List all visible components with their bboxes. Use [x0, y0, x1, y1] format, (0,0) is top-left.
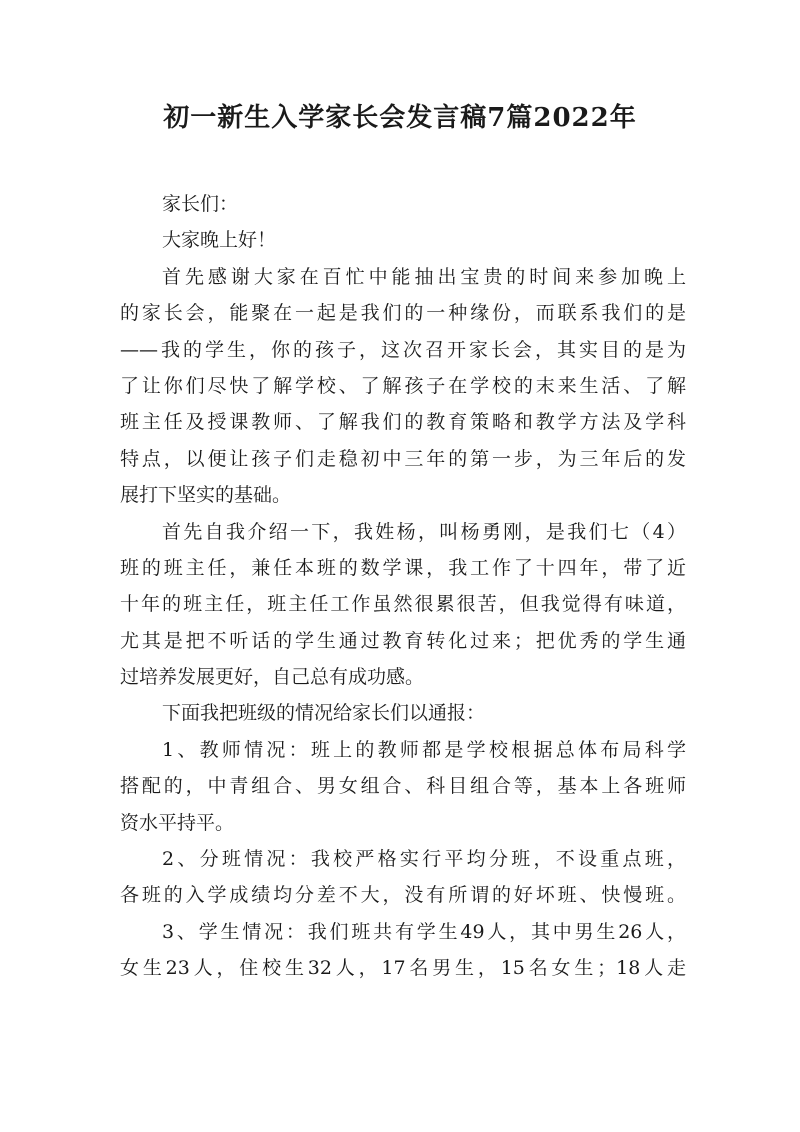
- text-line: 十年的班主任，班主任工作虽然很累很苦，但我觉得有味道，: [120, 593, 686, 616]
- paragraph-self-introduction: [120, 514, 686, 696]
- text-line: 3、学生情况：我们班共有学生49人，其中男生26人，: [162, 920, 686, 943]
- paragraph-greeting: [120, 186, 686, 222]
- text-line: 班主任及授课教师、了解我们的教育策略和教学方法及学科: [120, 411, 686, 434]
- text-line: 1、教师情况：班上的教师都是学校根据总体布局科学: [162, 738, 686, 761]
- text-line: 特点，以便让孩子们走稳初中三年的第一步，为三年后的发: [120, 447, 686, 470]
- paragraph-salutation: [120, 222, 686, 258]
- text-line: 女生23人，住校生32人，17名男生，15名女生；18人走: [120, 957, 686, 980]
- text-line: 首先感谢大家在百忙中能抽出宝贵的时间来参加晚上: [162, 265, 686, 288]
- text-line: 大家晚上好！: [162, 229, 277, 252]
- text-line: 班的班主任，兼任本班的数学课，我工作了十四年，带了近: [120, 556, 686, 579]
- paragraph-class-division: [120, 841, 686, 914]
- paragraph-class-report-intro: [120, 695, 686, 731]
- text-line: 首先自我介绍一下，我姓杨，叫杨勇刚，是我们七（4）: [162, 520, 686, 543]
- text-line: 了让你们尽快了解学校、了解孩子在学校的末来生活、了解: [120, 374, 686, 397]
- document-title: 初一新生入学家长会发言稿7篇2022年: [163, 103, 637, 133]
- text-line: 家长们：: [162, 193, 239, 215]
- paragraph-student-situation: [120, 914, 686, 987]
- text-line: 过培养发展更好，自己总有成功感。: [120, 666, 425, 689]
- text-line: ——我的学生，你的孩子，这次召开家长会，其实目的是为: [120, 338, 686, 361]
- paragraph-teacher-situation: [120, 732, 686, 841]
- text-line: 下面我把班级的情况给家长们以通报：: [162, 702, 486, 725]
- text-line: 尤其是把不听话的学生通过教育转化过来；把优秀的学生通: [120, 629, 686, 652]
- text-line: 资水平持平。: [120, 811, 235, 834]
- text-line: 展打下坚实的基础。: [120, 484, 292, 507]
- paragraph-thanks: [120, 259, 686, 514]
- text-line: 2、分班情况：我校严格实行平均分班，不设重点班，: [162, 848, 686, 871]
- document-body: [120, 186, 686, 987]
- text-line: 的家长会，能聚在一起是我们的一种缘份，而联系我们的是: [120, 302, 686, 325]
- text-line: 各班的入学成绩均分差不大，没有所谓的好坏班、快慢班。: [120, 884, 686, 907]
- text-line: 搭配的，中青组合、男女组合、科目组合等，基本上各班师: [120, 775, 686, 798]
